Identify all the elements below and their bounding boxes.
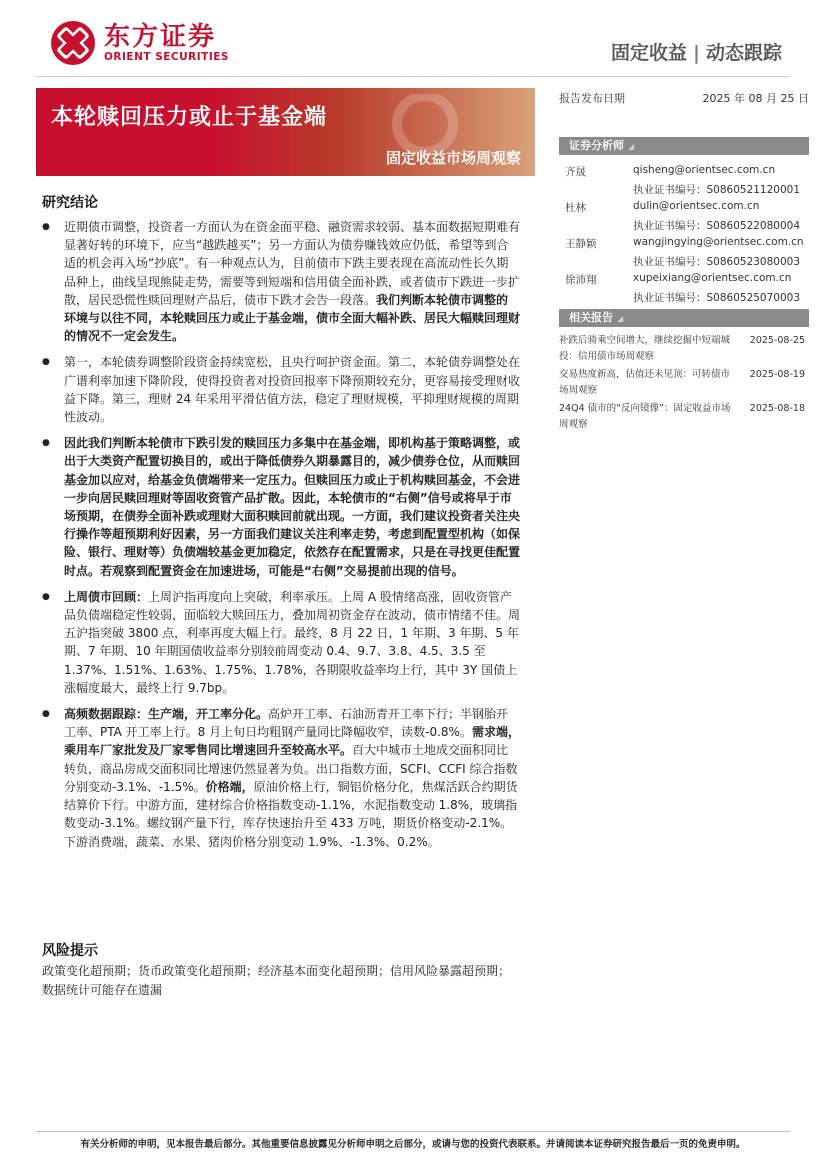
company-logo (50, 20, 229, 66)
publish-date-label: 报告发布日期 (559, 92, 625, 105)
analyst-email[interactable]: xupeixiang@orientsec.com.cn (633, 272, 792, 284)
paragraph-bold-text: 价格端， (205, 779, 254, 794)
conclusion-paragraph (42, 353, 520, 426)
conclusion-body (42, 218, 520, 859)
logo-mark-icon (50, 20, 96, 66)
analyst-license: 执业证书编号：S0860521120001 (633, 184, 801, 196)
analyst-email[interactable]: dulin@orientsec.com.cn (633, 200, 760, 212)
related-report-title[interactable]: 补跌后骑乘空间增大，继续挖掘中短端城投：信用债市场周观察 (559, 335, 731, 362)
analyst-name: 王静颖 (565, 238, 597, 250)
paragraph-bold-text: 我们判断本轮债市调整的环境与以往不同，本轮赎回压力或止于基金端，债市全面大幅补跌、居民大幅赎回理财的情况不一定会发生。 (64, 292, 521, 344)
paragraph-bold-text: 因此我们判断本轮债市下跌引发的赎回压力多集中在基金端，即机构基于策略调整，或出于大类资产配置切换目的，或出于降低债券久期暴露目的，减少债券仓位，从而赎回基金加以应对，给基金负债端带来一定压力。但赎回压力或止于机构赎回基金，不会进一步向居民赎回理财等固收资管产品扩散。因此，本轮债市的“右侧”信号或将早于市场预期，在债券全面补跌或理财大面积赎回前就出现。一方面，我们建议投资者关注央行操作等超预期利好因素，另一方面我们建议关注利率走势，考虑到配置型机构（如保险、银行、理财等）负债端较基金更加稳定，依然存在配置需求，只是在寻找更佳配置时点。若观察到配置资金在加速进场，可能是“右侧”交易提前出现的信号。 (64, 436, 521, 578)
paragraph-bold-text: 需求端，乘用车厂家批发及厂家零售同比增速回升至较高水平。 (64, 725, 520, 758)
paragraph-label: 高频数据跟踪： (64, 707, 149, 722)
footer-divider (36, 1131, 790, 1132)
title-banner (36, 88, 535, 176)
related-report-item[interactable] (559, 333, 809, 365)
analyst-license: 执业证书编号：S0860523080003 (633, 256, 801, 268)
related-report-title[interactable]: 24Q4 债市的“反向镜像”：固定收益市场周观察 (559, 403, 731, 430)
analyst-license: 执业证书编号：S0860525070003 (633, 292, 801, 304)
weekly-review-paragraph (42, 588, 520, 697)
report-title: 本轮赎回压力或止于基金端 (51, 105, 328, 130)
paragraph-text: 近期债市调整，投资者一方面认为在资金面平稳、融资需求较弱、基本面数据短期难有显著好转的环境下，应当“越跌越买”；另一方面认为债券赚钱效应仍低，希望等到合适的机会再入场“抄底”。有一种观点认为，目前债市下跌主要表现在高流动性长久期品种上，曲线呈现熊陡走势，需要等到短端和信用债全面补跌，或者债市下跌进一步扩散，居民恐慌性赎回理财产品后，债市下跌才会告一段落。 (64, 220, 521, 307)
conclusion-heading: 研究结论 (42, 195, 98, 211)
analyst-license: 执业证书编号：S0860522080004 (633, 220, 801, 232)
related-report-title[interactable]: 交易热度新高，估值还未见顶：可转债市场周观察 (559, 369, 731, 396)
analyst-email[interactable]: qisheng@orientsec.com.cn (633, 164, 776, 176)
conclusion-paragraph (42, 434, 520, 580)
publish-date-value: 2025 年 08 月 25 日 (702, 92, 809, 105)
paragraph-text: 高炉开工率、石油沥青开工率下行；半钢胎开工率、PTA 开工率上行。8 月上旬日均粗钢产量同比降幅收窄，读数-0.8%。 (64, 707, 509, 740)
analyst-name: 杜林 (565, 202, 586, 214)
publish-date (559, 90, 809, 106)
paragraph-bold-text: 生产端，开工率分化。 (148, 707, 269, 722)
paragraph-label: 上周债市回顾： (64, 589, 149, 604)
risk-text: 政策变化超预期；货币政策变化超预期；经济基本面变化超预期；信用风险暴露超预期；数据统计可能存在遗漏 (42, 964, 511, 997)
related-report-item[interactable] (559, 367, 809, 399)
category-label: 固定收益 (611, 42, 688, 64)
related-report-date: 2025-08-19 (749, 369, 805, 380)
logo-name-en: ORIENT SECURITIES (104, 51, 229, 63)
analyst-name: 徐沛翔 (565, 274, 597, 286)
analyst-email[interactable]: wangjingying@orientsec.com.cn (633, 236, 804, 248)
paragraph-text: 百大中城市土地成交面积同比转负，商品房成交面积同比增速仍然显著为负。出口指数方面，SCFI、CCFI 综合指数分别变动-3.1%、-1.5%。 (64, 743, 518, 794)
related-report-date: 2025-08-18 (749, 403, 805, 414)
related-report-date: 2025-08-25 (749, 335, 805, 346)
analyst-name: 齐晟 (565, 166, 586, 178)
analysts-header: 证券分析师 ◢ (559, 137, 809, 155)
paragraph-text: 原油价格上行，铜铝价格分化，焦煤活跃合约期货结算价下行。中游方面，建材综合价格指数变动-1.1%，水泥指数变动 1.8%，玻璃指数变动-3.1%。螺纹钢产量下行，库存快速抬升至 433 万吨，期货价格变动-2.1%。下游消费端，蔬菜、水果、猪肉价格分别变动 1.9%、-1.3%、0.2%。 (64, 779, 518, 849)
high-frequency-paragraph (42, 705, 520, 851)
report-category (611, 38, 782, 65)
paragraph-text: 第一，本轮债券调整阶段资金持续宽松，且央行呵护资金面。第二，本轮债券调整处在广谱利率加速下降阶段，使得投资者对投资回报率下降预期较充分，更容易接受理财收益下降。第三，理财 24 年采用平滑估值方法，稳定了理财规模，平抑理财规模的周期性波动。 (64, 355, 521, 425)
type-label: 动态跟踪 (705, 42, 782, 64)
header-divider (36, 76, 790, 77)
related-report-item[interactable] (559, 401, 809, 433)
conclusion-paragraph (42, 218, 520, 345)
paragraph-text: 上周沪指再度向上突破，利率承压。上周 A 股情绪高涨，固收资管产品负债端稳定性较弱，面临较大赎回压力，叠加周初资金存在波动，债市情绪不佳。周五沪指突破 3800 点，利率再度大幅上行。最终，8 月 22 日，1 年期、3 年期、5 年期、7 年期、10 年期国债收益率分别较前周变动 0.4、9.7、3.8、4.5、3.5 至 1.37%、1.51%、1.63%、1.75%、1.78%，各期限收益率均上行，其中 3Y 国债上涨幅度最大，最终上行 9.7bp。 (64, 589, 521, 695)
risk-heading: 风险提示 (42, 943, 98, 959)
related-reports-header: 相关报告 ◢ (559, 309, 809, 327)
separator: | (693, 42, 700, 64)
logo-name-cn: 东方证券 (104, 22, 217, 52)
footer-disclaimer: 有关分析师的申明，见本报告最后部分。其他重要信息披露见分析师申明之后部分，或请与您的投资代表联系。并请阅读本证券研究报告最后一页的免责申明。 (80, 1139, 746, 1150)
report-subtitle: 固定收益市场周观察 (385, 149, 521, 167)
